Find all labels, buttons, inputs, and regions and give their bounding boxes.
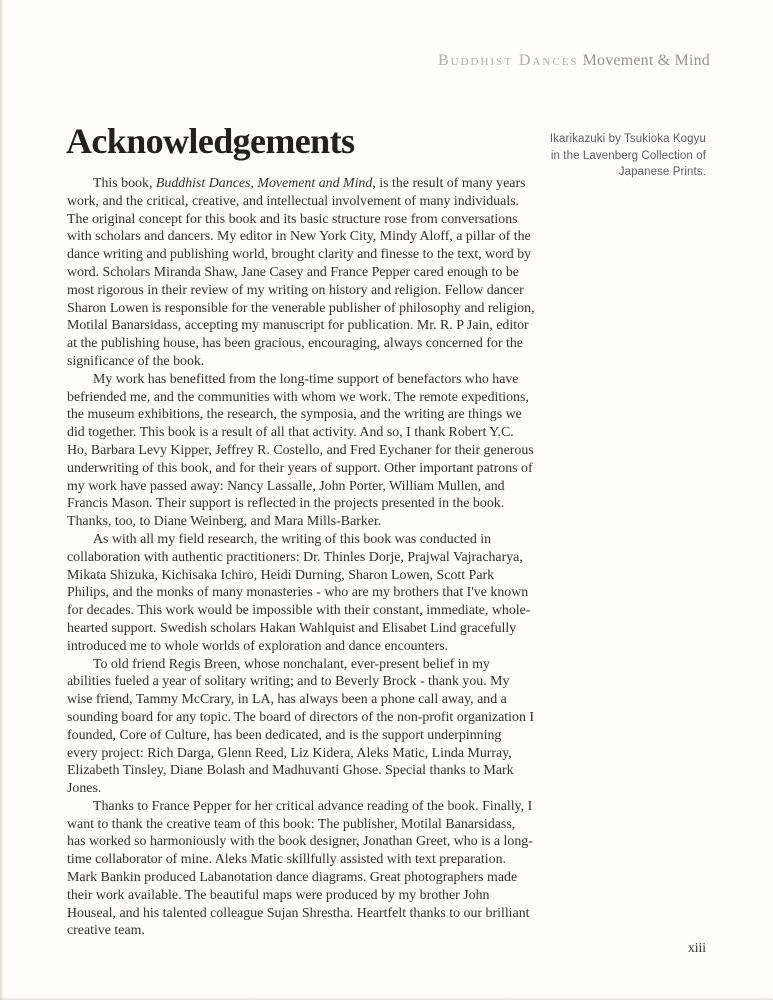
body-text xyxy=(67,175,535,940)
chapter-title: Acknowledgements xyxy=(66,121,355,161)
body-paragraph: To old friend Regis Breen, whose nonchalant, ever-present belief in my abilities fueled a year of solitary writing; and to Beverly Brock - thank you. My wise friend, Tammy McCrary, in LA, has always been a phone call away, and a sounding board for any topic. The board of directors of the non-profit organization I founded, Core of Culture, has been dedicated, and is the support underpinning every project: Rich Darga, Glenn Reed, Liz Kidera, Aleks Matic, Linda Murray, Elizabeth Tinsley, Diane Bolash and Madhuvanti Ghose. Special thanks to Mark Jones. xyxy=(67,656,535,797)
body-paragraph: As with all my field research, the writing of this book was conducted in collaboration with authentic practitioners: Dr. Thinles Dorje, Prajwal Vajracharya, Mikata Shizuka, Kichisaka Ichiro, Heidi Durning, Sharon Lowen, Scott Park Philips, and the monks of many monasteries - who are my brothers that I've known for decades. This work would be impossible with their constant, immediate, whole-hearted support. Swedish scholars Hakan Wahlquist and Elisabet Lind gracefully introduced me to whole worlds of exploration and dance encounters. xyxy=(67,531,531,654)
running-header-subtitle: Movement & Mind xyxy=(582,52,710,69)
body-paragraph: My work has benefitted from the long-time support of benefactors who have befriended me, and the communities with whom we work. The remote expeditions, the museum exhibitions, the research, the symposia, and the writing are things we did together. This book is a result of all that activity. And so, I thank Robert Y.C. Ho, Barbara Levy Kipper, Jeffrey R. Costello, and Fred Eychaner for their generous underwriting of this book, and for their years of support. Other important patrons of my work have passed away: Nancy Lassalle, John Porter, William Mullen, and Francis Mason. Their support is reflected in the projects presented in the book. Thanks, too, to Diane Weinberg, and Mara Mills-Barker. xyxy=(67,371,534,530)
body-paragraph: Thanks to France Pepper for her critical advance reading of the book. Finally, I want to thank the creative team of this book: The publisher, Motilal Banarsidass, has worked so harmoniously with the book designer, Jonathan Greet, who is a long-time collaborator of mine. Aleks Matic skillfully assisted with text preparation. Mark Bankin produced Labanotation dance diagrams. Great photographers made their work available. The beautiful maps were produced by my brother John Houseal, and his talented colleague Sujan Shrestha. Heartfelt thanks to our brilliant creative team. xyxy=(67,798,533,939)
page-number: xiii xyxy=(687,940,706,955)
credit-line-1: Ikarikazuki by Tsukioka Kogyu xyxy=(549,133,706,145)
running-header-series-title: Buddhist Dances xyxy=(437,52,579,69)
credit-line-2: in the Lavenberg Collection of xyxy=(550,149,706,162)
body-paragraph: This book, Buddhist Dances, Movement and Mind, is the result of many years work, and the critical, creative, and intellectual involvement of many individuals. The original concept for this book and its basic structure rose from conversations with scholars and dancers. My editor in New York City, Mindy Aloff, a pillar of the dance writing and publishing world, brought clarity and finesse to the text, word by word. Scholars Miranda Shaw, Jane Casey and France Pepper cared enough to be most rigorous in their review of my writing on history and religion. Fellow dancer Sharon Lowen is responsible for the venerable publisher of philosophy and religion, Motilal Banarsidass, accepting my manuscript for publication. Mr. R. P Jain, editor at the publishing house, has been gracious, encouraging, always concerned for the significance of the book. xyxy=(67,176,535,369)
page-edge-left xyxy=(0,0,4,1000)
image-credit-note xyxy=(486,131,706,181)
running-header xyxy=(438,52,710,70)
credit-line-3: Japanese Prints. xyxy=(618,166,706,178)
